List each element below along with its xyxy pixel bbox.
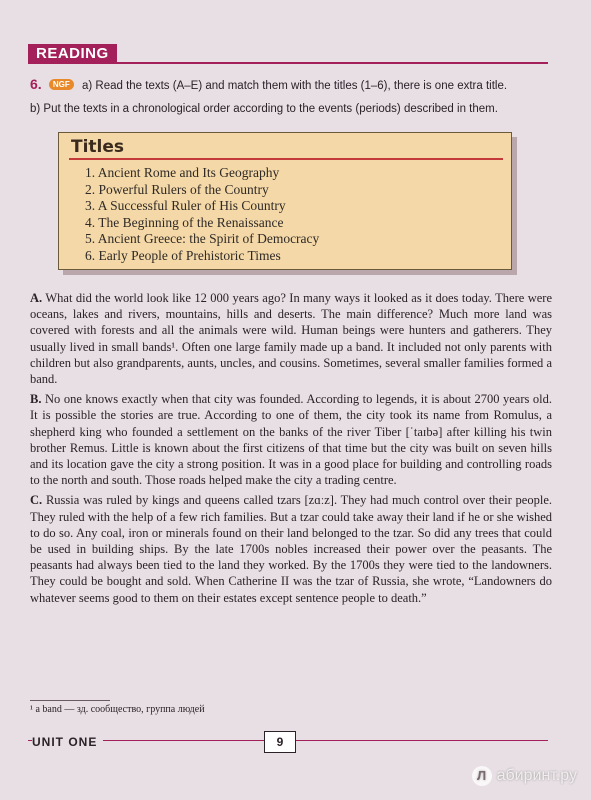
task-b-text: b) Put the texts in a chronological order according to the events (periods) described in them.	[30, 103, 498, 115]
watermark-logo-icon: Л	[472, 766, 492, 786]
title-item: 3. A Successful Ruler of His Country	[85, 198, 286, 214]
section-label: READING	[28, 44, 117, 64]
title-item: 4. The Beginning of the Renaissance	[85, 214, 284, 230]
titles-rule	[69, 158, 503, 160]
task-a-text: a) Read the texts (A–E) and match them with the titles (1–6), there is one extra title.	[81, 80, 508, 92]
text-body: What did the world look like 12 000 years ago? In many ways it looked as it does today. There were oceans, lakes and rivers, mountains, hills and deserts. The main difference? Much more land was covered with forests and all the animals were wild. Human beings were hunters and gatherers. They usually lived in small bands¹. Often one large family made up a band. It included not only parents with children but also grandparents, aunts, uncles, and cousins. Sometimes, several smaller families formed a band.	[30, 291, 552, 387]
title-item: 2. Powerful Rulers of the Country	[85, 181, 269, 197]
footnote: ¹ a band — зд. сообщество, группа людей	[30, 704, 205, 715]
text-body: Russia was ruled by kings and queens called tzars [zɑːz]. They had much control over their people. They ruled with the help of a few rich families. But a tzar could take away their land if he or she wished to do so. Any coal, iron or minerals found on their land belonged to the tzar. So did any trees that could be used in building ships. By the late 1700s nobles increased their power over the peasants. The peasants had always been tied to the land they worked. By the 1700s they were tied to the landowners. They could be bought and sold. When Catherine II was the tzar of Russia, she wrote, “Landowners do whatever seems good to them on their estates except sentence people to death.”	[30, 493, 552, 605]
text-letter: A.	[30, 291, 43, 305]
title-item: 6. Early People of Prehistoric Times	[85, 247, 281, 263]
text-b	[30, 391, 552, 488]
page-number: 9	[264, 731, 296, 753]
titles-list	[85, 165, 319, 265]
task-part-a	[30, 76, 555, 92]
titles-box	[58, 132, 512, 270]
text-body: No one knows exactly when that city was founded. According to legends, it is about 2700 years old. It is possible the stories are true. According to one of them, the city took its name from Romulus, a shepherd king who founded a settlement on the banks of the river Tiber [ˈtaɪbə] after killing his twin brother Remus. Little is known about the first citizens of that time but the city was built on seven hills and its location gave the city a strong position. It was in a good place for building and controlling roads to the north and south. Those roads helped make the city a trading centre.	[30, 392, 552, 488]
task-number: 6.	[30, 76, 42, 92]
title-item: 1. Ancient Rome and Its Geography	[85, 165, 280, 180]
text-a	[30, 290, 552, 387]
footnote-rule	[30, 700, 110, 701]
titles-heading: Titles	[71, 137, 125, 157]
task-badge-icon: NGF	[49, 79, 74, 90]
text-c	[30, 492, 552, 605]
watermark	[472, 766, 577, 786]
section-header	[28, 44, 548, 64]
watermark-text: абиринт.ру	[496, 767, 577, 784]
unit-label: UNIT ONE	[32, 735, 103, 749]
task-part-b	[30, 103, 555, 115]
reading-texts	[30, 290, 552, 610]
title-item: 5. Ancient Greece: the Spirit of Democracy	[85, 231, 320, 247]
text-letter: B.	[30, 392, 42, 407]
text-letter: C.	[30, 493, 43, 508]
